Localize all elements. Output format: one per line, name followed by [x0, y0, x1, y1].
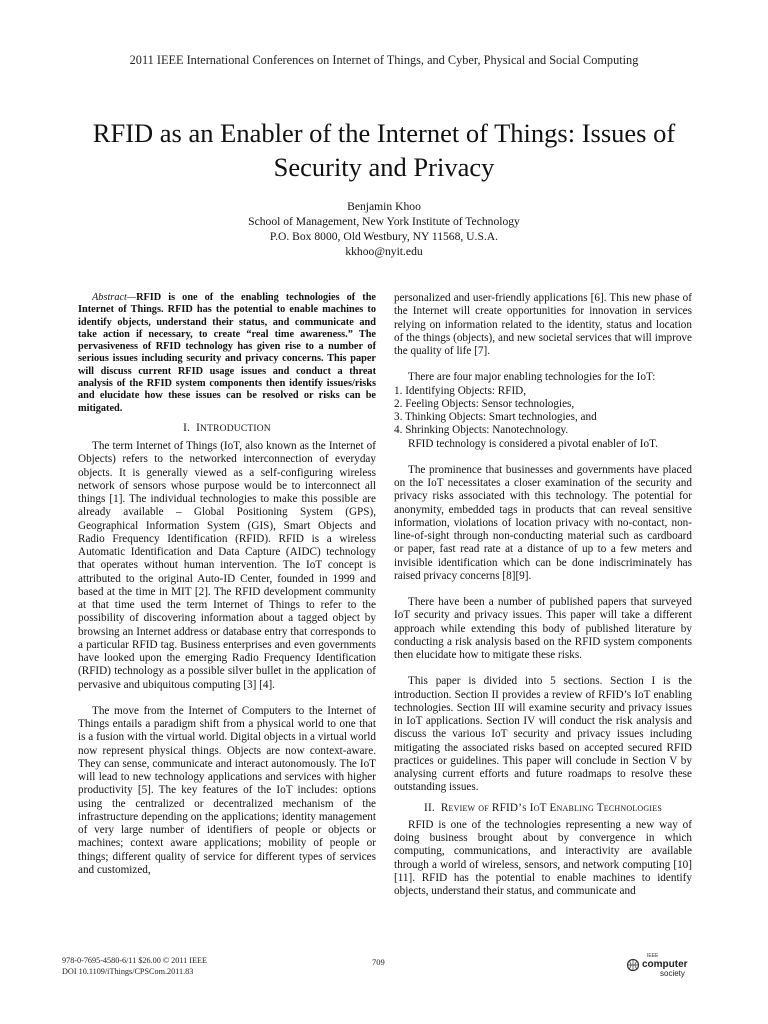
right-column	[394, 292, 692, 898]
right-paragraph-1: The prominence that businesses and governments have placed on the IoT necessitates a closer examination of the security and privacy risks associated with this technology. The potential for anonymity, embedded tags in products that can reveal sensitive information, violations of location privacy with no-contact, non-line-of-sight through non-conducting material such as cardboard or paper, fast read rate at a distance of up to a few meters and invisible identification which can be done indiscriminately has raised privacy concerns [8][9].	[394, 463, 692, 582]
author-address: P.O. Box 8000, Old Westbury, NY 11568, U.S.A.	[269, 230, 499, 243]
author-affiliation: School of Management, New York Institute of Technology	[248, 215, 520, 228]
section-1-paragraph-2: The move from the Internet of Computers to the Internet of Things entails a paradigm shift from a physical world to one that is a fusion with the virtual world. Digital objects in a virtual world now represent physical things. Objects are now context-aware. They can sense, communicate and interact autonomously. The IoT will lead to new technology applications and services with higher productivity [5]. The key features of the IoT includes: options using the centralized or decentralized mechanism of the infrastructure depending on the applications; identity management of very large number of identifiers of people or objects or machines; context aware applications; mobility of people or things; different quality of service for different types of services and customized,	[78, 704, 376, 876]
paper-title: RFID as an Enabler of the Internet of Things: Issues of Security and Privacy	[92, 118, 676, 182]
footer-publication-info	[62, 955, 207, 977]
section-2-heading	[394, 802, 692, 815]
list-item: 4. Shrinking Objects: Nanotechnology.	[394, 424, 569, 437]
conference-header: 2011 IEEE International Conferences on Internet of Things, and Cyber, Physical and Social Computing	[129, 53, 639, 67]
section-1-number: I.	[183, 421, 191, 434]
right-paragraph-3: This paper is divided into 5 sections. Section I is the introduction. Section II provides a review of RFID’s IoT enabling technologies. Section III will examine security and privacy issues in IoT applications. Section IV will conduct the risk analysis and discuss the various IoT security and privacy issues including mitigating the associated risks based on accepted secured RFID practices or guidelines. This paper will conclude in Section V by analysing current efforts and future roadmaps to resolve these outstanding issues.	[394, 675, 692, 794]
author-block	[0, 199, 768, 259]
section-1-paragraph-1: The term Internet of Things (IoT, also known as the Internet of Objects) refers to the networked interconnection of everyday objects. It is generally viewed as a self-configuring wireless network of sensors whose purpose would be to interconnect all things [1]. The individual technologies to make this possible are already available – Global Positioning System (GPS), Geographical Information System (GIS), Smart Objects and Radio Frequency Identification (RFID). RFID is a wireless Automatic Identification and Data Capture (AIDC) technology that operates without human intervention. The IoT concept is attributed to the original Auto-ID Center, founded in 1999 and based at the time in MIT [2]. The RFID development community at that time used the term Internet of Things to refer to the possibility of discovering information about a tagged object by browsing an Internet address or database entry that corresponds to a particular RFID tag. Business enterprises and even governments have looked upon the emerging Radio Frequency Identification (RFID) technology as a possible silver bullet in the application of pervasive and ubiquitous computing [3] [4].	[78, 440, 376, 691]
section-2-title: Review of RFID’s IoT Enabling Technologies	[440, 801, 662, 814]
ieee-computer-society-logo	[624, 951, 704, 981]
list-item: 1. Identifying Objects: RFID,	[394, 384, 527, 397]
abstract-label: Abstract—	[92, 292, 137, 303]
section-1-title-rest: NTRODUCTION	[200, 423, 271, 434]
section-2-number: II.	[424, 801, 435, 814]
footer-isbn: 978-0-7695-4580-6/11 $26.00 © 2011 IEEE	[62, 956, 208, 965]
logo-computer-text: computer	[642, 959, 688, 970]
list-outro: RFID technology is considered a pivotal enabler of IoT.	[408, 437, 658, 450]
page-number: 709	[372, 957, 385, 967]
right-paragraph-2: There have been a number of published papers that surveyed IoT security and privacy issues. This paper will take a different approach while extending this body of published literature by conducting a risk analysis based on the RFID system components then elucidate how to mitigate these risks.	[394, 596, 692, 661]
continuation-paragraph: personalized and user-friendly applications [6]. This new phase of the Internet will create opportunities for innovation in services relying on information related to the identity, status and location of the things (objects), and new societal services that will improve the quality of life [7].	[394, 292, 692, 357]
footer-doi: DOI 10.1109/iThings/CPSCom.2011.83	[62, 967, 194, 976]
author-name: Benjamin Khoo	[347, 200, 421, 213]
list-item: 2. Feeling Objects: Sensor technologies,	[394, 397, 575, 410]
logo-society-text: society	[660, 969, 685, 978]
list-intro: There are four major enabling technologies for the IoT:	[408, 371, 656, 384]
section-1-title-initial: I	[196, 421, 201, 434]
logo-ieee-text: IEEE	[647, 953, 659, 959]
section-2-paragraph: RFID is one of the technologies representing a new way of doing business brought about by convergence in which computing, communications, and interactivity are available through a world of wireless, sensors, and network computing [10][11]. RFID has the potential to enable machines to identify objects, understand their status, and communicate and	[394, 818, 692, 897]
section-1-heading	[78, 422, 376, 436]
enabling-technologies-list	[394, 385, 692, 438]
author-email: kkhoo@nyit.edu	[345, 245, 423, 258]
abstract-text: RFID is one of the enabling technologies of the Internet of Things. RFID has the potential to enable machines to identify objects, understand their status, and communicate and take action if necessary, to create “real time awareness.” The pervasiveness of RFID technology has given rise to a number of serious issues including security and privacy concerns. This paper will discuss current RFID usage issues and conduct a threat analysis of the RFID system components then identify issues/risks and elucidate how these issues can be resolved or risks can be mitigated.	[78, 292, 376, 414]
abstract	[78, 292, 376, 415]
list-item: 3. Thinking Objects: Smart technologies, and	[394, 411, 597, 423]
left-column	[78, 292, 376, 877]
